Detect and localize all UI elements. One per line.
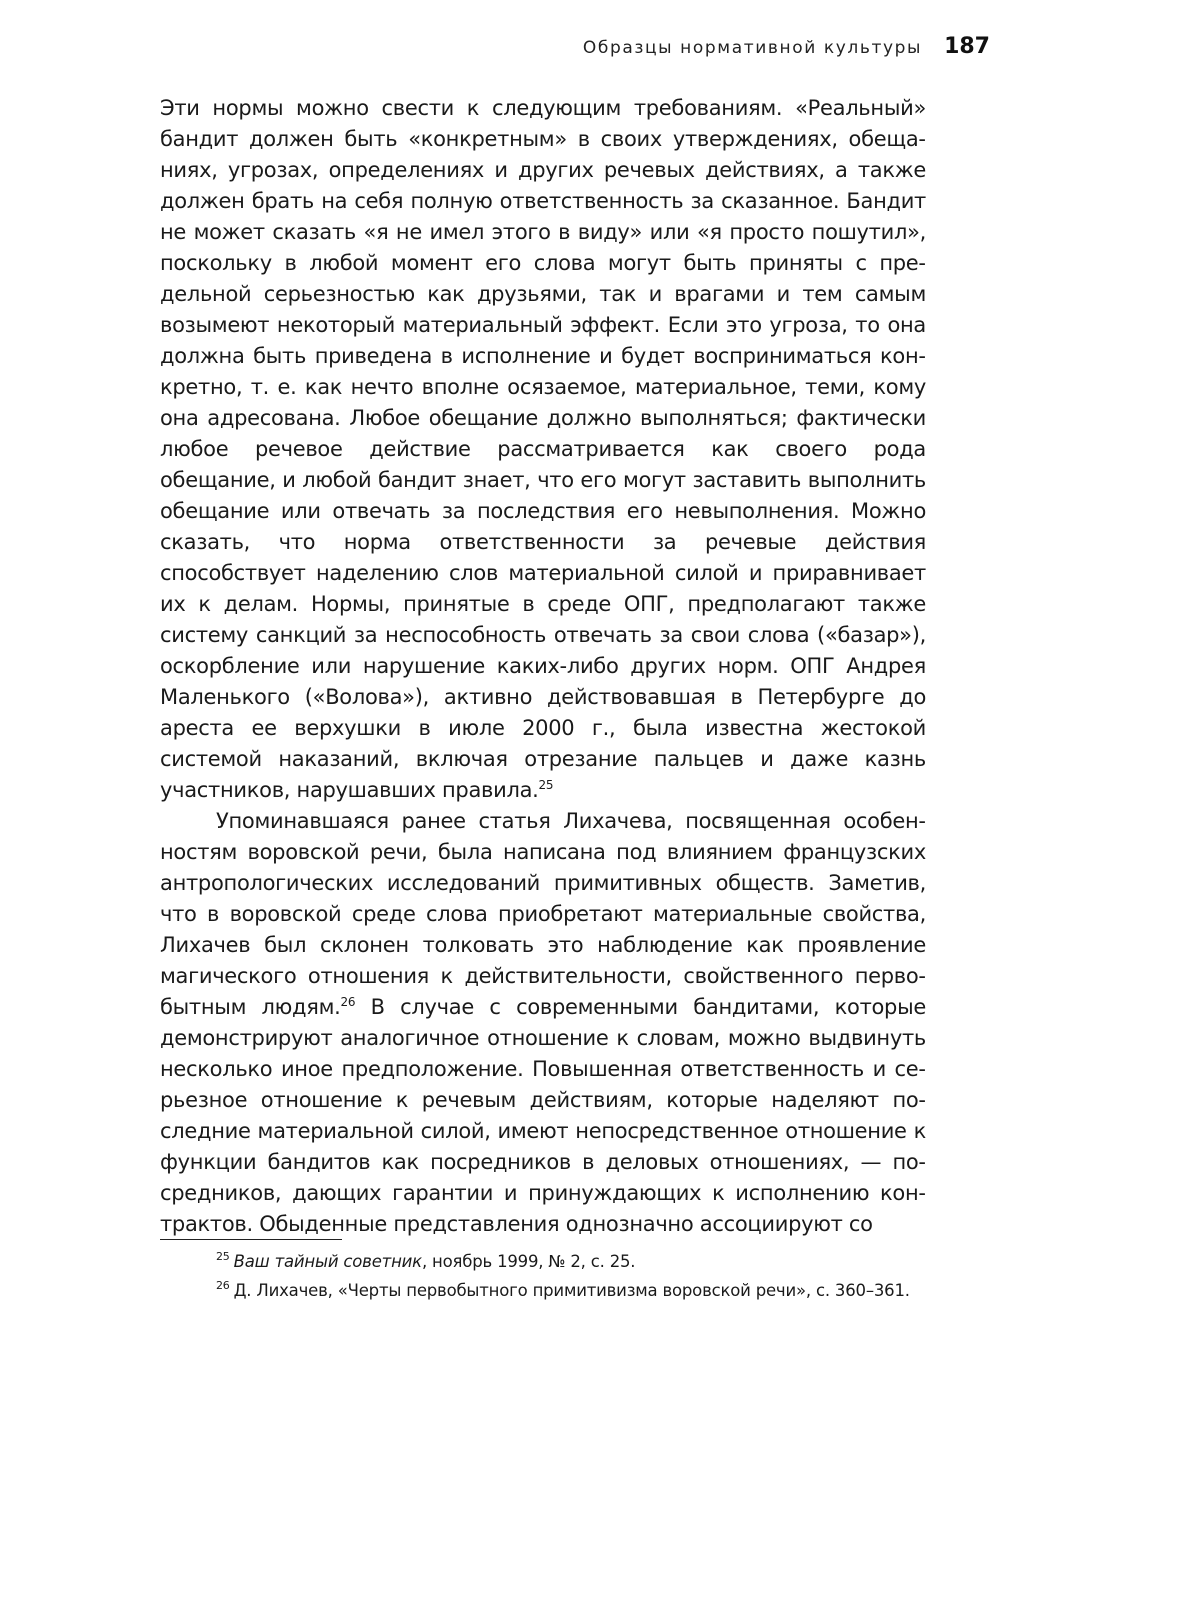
- footnote-text: , ноябрь 1999, № 2, с. 25.: [421, 1252, 636, 1271]
- paragraph-2-text-before: Упоминавшаяся ранее статья Лихачева, посвященная особенностям воровской речи, была написана под влиянием французских антропологических исследований примитивных обществ. Заметив, что в воровской среде слова приобретают материальные свойства, Лихачев был склонен толковать это наблюдение как проявление магического отношения к действительности, свойственного первобытным людям.: [160, 809, 926, 1019]
- paragraph-2: [160, 806, 926, 1240]
- paragraph-2-text-after: В случае с современными бандитами, которые демонстрируют аналогичное отношение к словам, можно выдвинуть несколько иное предположение. Повышенная ответственность и серьезное отношение к речевым действиям, которые наделяют последние материальной силой, имеют непосредственное отношение к функции бандитов как посредников в деловых отношениях, — посредников, дающих гарантии и принуждающих к исполнению контрактов. Обыденные представления однозначно ассоциируют со: [160, 995, 926, 1236]
- footnote-26: [160, 1276, 926, 1305]
- footnote-25: [160, 1247, 926, 1276]
- footnote-mark: 25: [216, 1250, 230, 1263]
- footnote-mark: 26: [216, 1279, 230, 1292]
- running-head: [560, 34, 990, 64]
- footnote-ref-26[interactable]: 26: [340, 995, 356, 1009]
- footnote-text: Д. Лихачев, «Черты первобытного примитивизма воровской речи», с. 360–361.: [233, 1281, 910, 1300]
- running-title: Образцы нормативной культуры: [582, 38, 923, 58]
- paragraph-1-text: Эти нормы можно свести к следующим требованиям. «Реальный» бандит должен быть «конкретным» в своих утверждениях, обещаниях, угрозах, определениях и других речевых действиях, а также должен брать на себя полную ответственность за сказанное. Бандит не может сказать «я не имел этого в виду» или «я просто пошутил», поскольку в любой момент его слова могут быть приняты с предельной серьезностью как друзьями, так и врагами и тем самым возымеют некоторый материальный эффект. Если это угроза, то она должна быть приведена в исполнение и будет восприниматься конкретно, т. е. как нечто вполне осязаемое, материальное, теми, кому она адресована. Любое обещание должно выполняться; фактически любое речевое действие рассматривается как своего рода обещание, и любой бандит знает, что его могут заставить выполнить обещание или отвечать за последствия его невыполнения. Можно сказать, что норма ответственности за речевые действия способствует наделению слов материальной силой и приравнивает их к делам. Нормы, принятые в среде ОПГ, предполагают также систему санкций за неспособность отвечать за свои слова («базар»), оскорбление или нарушение каких-либо других норм. ОПГ Андрея Маленького («Волова»), активно действовавшая в Петербурге до ареста ее верхушки в июле 2000 г., была известна жестокой системой наказаний, включая отрезание пальцев и даже казнь участников, нарушавших правила.: [160, 96, 926, 802]
- body-text: [160, 93, 926, 1240]
- footnote-divider: [160, 1239, 342, 1240]
- footnote-ref-25[interactable]: 25: [538, 778, 554, 792]
- page-number: 187: [944, 34, 990, 59]
- paragraph-1: [160, 93, 926, 806]
- footnote-source-title: Ваш тайный советник: [233, 1252, 422, 1271]
- footnotes: [160, 1247, 926, 1305]
